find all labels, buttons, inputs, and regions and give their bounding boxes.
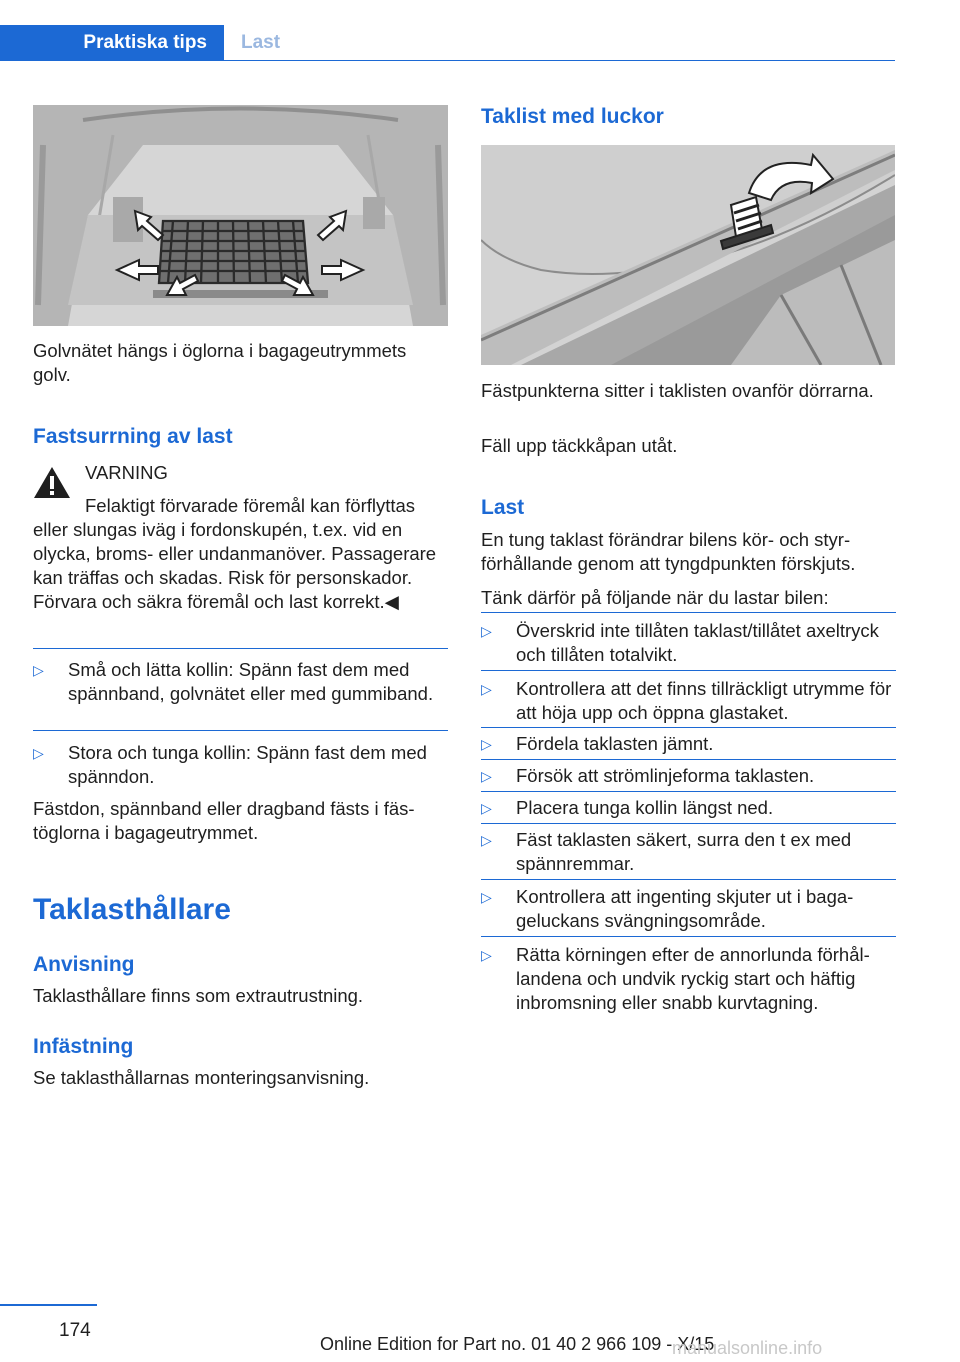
triangle-bullet-icon: ▷ xyxy=(33,745,44,761)
warning-title: VARNING xyxy=(85,462,168,483)
triangle-bullet-icon: ▷ xyxy=(481,623,492,639)
list-item-text: Rätta körningen efter de annorlunda förhållandena och undvik ryckig start och häftig inbromsning eller snabb kurvtagning. xyxy=(516,944,870,1013)
taklist-caption-1: Fästpunkterna sitter i taklisten ovanför dörrarna. xyxy=(481,380,874,401)
infastning-text: Se taklasthållarnas monteringsanvisning. xyxy=(33,1067,370,1088)
heading-infastning: Infästning xyxy=(33,1035,134,1058)
list-divider xyxy=(481,759,896,760)
list-item-text: Överskrid inte tillåten taklast/tillåtet axeltryck och tillåten totalvikt. xyxy=(516,620,879,665)
list-divider xyxy=(481,670,896,671)
triangle-bullet-icon: ▷ xyxy=(33,662,44,678)
warning-icon xyxy=(33,466,71,504)
warning-text: eller slungas iväg i fordonskupén, t.ex. vid en olycka, broms- eller undanmanöver. Passagerare kan träffas och skadas. Risk för personskador. Förvara och säkra föremål och last korrekt.◀ xyxy=(33,519,437,612)
triangle-bullet-icon: ▷ xyxy=(481,800,492,816)
list-item-text: Placera tunga kollin längst ned. xyxy=(516,797,774,818)
list-divider xyxy=(481,879,896,880)
triangle-bullet-icon: ▷ xyxy=(481,889,492,905)
watermark: manualsonline.info xyxy=(672,1338,823,1358)
heading-taklist: Taklist med luckor xyxy=(481,105,664,128)
triangle-bullet-icon: ▷ xyxy=(481,768,492,784)
warning-text-first-line: Felaktigt förvarade föremål kan förflyttas xyxy=(85,495,416,516)
heading-taklasthallare: Taklasthållare xyxy=(33,893,231,926)
triangle-bullet-icon: ▷ xyxy=(481,681,492,697)
triangle-bullet-icon: ▷ xyxy=(481,947,492,963)
header-rule xyxy=(224,60,895,61)
cargo-net xyxy=(159,221,308,283)
list-divider xyxy=(33,648,448,649)
list-divider xyxy=(481,727,896,728)
fastdon-paragraph: Fästdon, spännband eller dragband fästs i fästöglorna i bagageutrymmet. xyxy=(33,798,415,843)
heading-last: Last xyxy=(481,496,525,519)
list-item-text: Fördela taklasten jämnt. xyxy=(516,733,714,754)
roof-rail-illustration xyxy=(481,145,895,365)
page-number: 174 xyxy=(59,1320,91,1341)
anvisning-text: Taklasthållare finns som extrautrustning. xyxy=(33,985,364,1006)
triangle-bullet-icon: ▷ xyxy=(481,832,492,848)
taklist-caption-2: Fäll upp täckkåpan utåt. xyxy=(481,435,678,456)
heading-anvisning: Anvisning xyxy=(33,953,135,976)
list-divider xyxy=(33,730,448,731)
footer-bar xyxy=(0,1304,97,1306)
list-item-text: Kontrollera att ingenting skjuter ut i bagageluckans svängningsområde. xyxy=(516,886,854,931)
section-tab-praktiska-tips: Praktiska tips xyxy=(0,25,224,61)
triangle-bullet-icon: ▷ xyxy=(481,736,492,752)
list-divider xyxy=(481,612,896,613)
list-divider xyxy=(481,791,896,792)
list-item-text: Försök att strömlinjeforma taklasten. xyxy=(516,765,815,786)
page-header xyxy=(0,25,895,61)
trunk-net-caption: Golvnätet hängs i öglorna i bagageutrymmets golv. xyxy=(33,340,407,385)
list-divider xyxy=(481,823,896,824)
list-item-text: Kontrollera att det finns tillräckligt utrymme för att höja upp och öppna glastaket. xyxy=(516,678,892,723)
last-text: En tung taklast förändrar bilens kör- och styrförhållande genom att tyngdpunkten förskjuts. xyxy=(481,529,856,574)
edition-text: Online Edition for Part no. 01 40 2 966 109 - X/15 xyxy=(320,1334,715,1354)
tank-text: Tänk därför på följande när du lastar bilen: xyxy=(481,587,829,608)
trunk-net-illustration xyxy=(33,105,448,326)
heading-fastsurrning: Fastsurrning av last xyxy=(33,425,233,448)
list-item-text: Små och lätta kollin: Spänn fast dem med spännband, golvnätet eller med gummiband. xyxy=(68,659,434,704)
section-tab-last: Last xyxy=(241,32,281,53)
list-item-text: Fäst taklasten säkert, surra den t ex med spännremmar. xyxy=(516,829,852,874)
list-divider xyxy=(481,936,896,937)
list-item-text: Stora och tunga kollin: Spänn fast dem med spänndon. xyxy=(68,742,427,787)
